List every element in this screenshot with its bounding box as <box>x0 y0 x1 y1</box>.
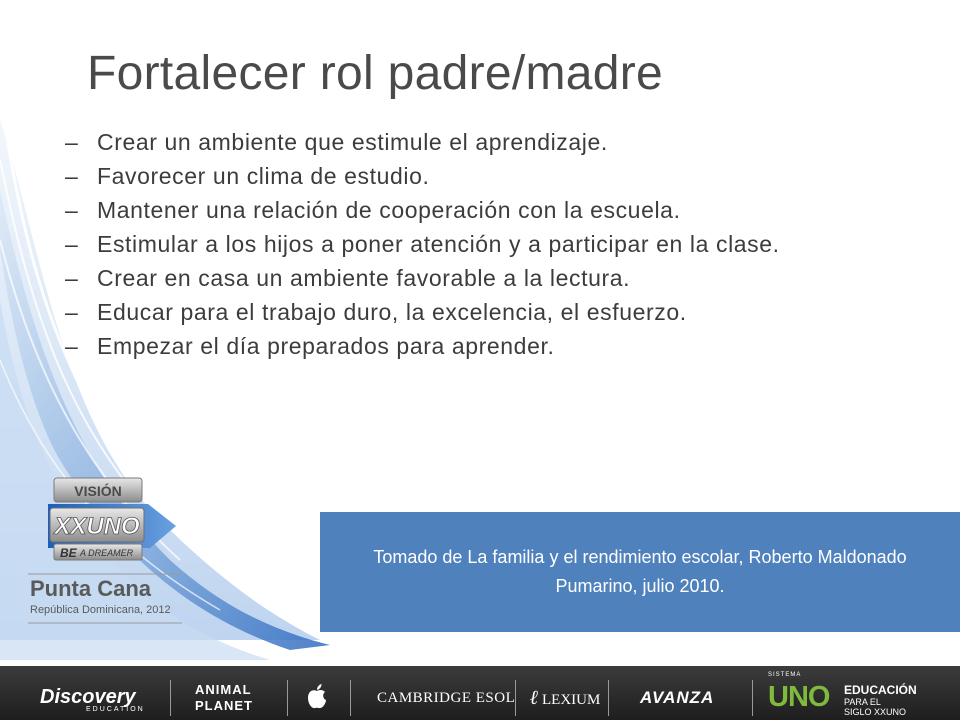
educacion-text: EDUCACIÓN <box>844 683 917 697</box>
vision-xxuno-logo <box>28 476 188 626</box>
bullet-marker: – <box>65 333 79 359</box>
lexium-mark: ℓ <box>530 687 539 709</box>
bullet-list <box>65 130 785 368</box>
bullet-text: Estimular a los hijos a poner atención y a participar en la clase. <box>97 231 780 257</box>
bullet-text: Crear un ambiente que estimule el aprendizaje. <box>97 129 608 155</box>
bullet-text: Favorecer un clima de estudio. <box>97 163 430 189</box>
para-el-text: PARA EL <box>844 697 881 707</box>
footer-divider <box>752 680 753 716</box>
vision-text: VISIÓN <box>74 483 122 499</box>
bullet-marker: – <box>65 299 79 325</box>
punta-cana-text: Punta Cana <box>30 576 152 601</box>
discovery-logo: Discovery <box>40 686 136 708</box>
bullet-text: Mantener una relación de cooperación con la escuela. <box>97 197 681 223</box>
dreamer-text: A DREAMER <box>80 548 134 558</box>
bullet-text: Crear en casa un ambiente favorable a la lectura. <box>97 265 631 291</box>
lexium-logo: LEXIUM <box>542 692 601 708</box>
source-quote-box <box>320 512 960 632</box>
footer-divider <box>287 680 288 716</box>
footer-divider <box>350 680 351 716</box>
uno-logo: UNO <box>768 681 830 713</box>
footer-divider <box>170 680 171 716</box>
animal-planet-logo-top: ANIMAL <box>195 682 252 697</box>
bullet-marker: – <box>65 231 79 257</box>
avanza-logo: AVANZA <box>640 688 715 707</box>
bullet-text: Educar para el trabajo duro, la excelencia, el esfuerzo. <box>97 299 687 325</box>
cambridge-esol-logo: CAMBRIDGE ESOL <box>377 690 516 706</box>
footer-divider <box>515 680 516 716</box>
sistema-label: SISTEMA <box>768 672 802 678</box>
discovery-education-label: EDUCATION <box>86 706 145 713</box>
source-quote-text: Tomado de La familia y el rendimiento escolar, Roberto Maldonado Pumarino, julio 2010. <box>373 547 907 596</box>
footer-divider <box>608 680 609 716</box>
list-item <box>65 266 785 291</box>
apple-logo-icon <box>306 683 328 709</box>
bullet-marker: – <box>65 163 79 189</box>
bullet-marker: – <box>65 265 79 291</box>
list-item <box>65 232 785 257</box>
list-item <box>65 130 785 155</box>
bullet-text: Empezar el día preparados para aprender. <box>97 333 555 359</box>
list-item <box>65 334 785 359</box>
xxuno-text: XXUNO <box>54 513 140 540</box>
be-text: BE <box>60 546 77 560</box>
bullet-marker: – <box>65 129 79 155</box>
siglo-xxuno-text: SIGLO XXUNO <box>844 707 907 717</box>
list-item <box>65 198 785 223</box>
animal-planet-logo-bottom: PLANET <box>195 698 253 713</box>
republica-text: República Dominicana, 2012 <box>30 604 171 616</box>
list-item <box>65 164 785 189</box>
list-item <box>65 300 785 325</box>
bullet-marker: – <box>65 197 79 223</box>
slide-title: Fortalecer rol padre/madre <box>87 47 664 100</box>
